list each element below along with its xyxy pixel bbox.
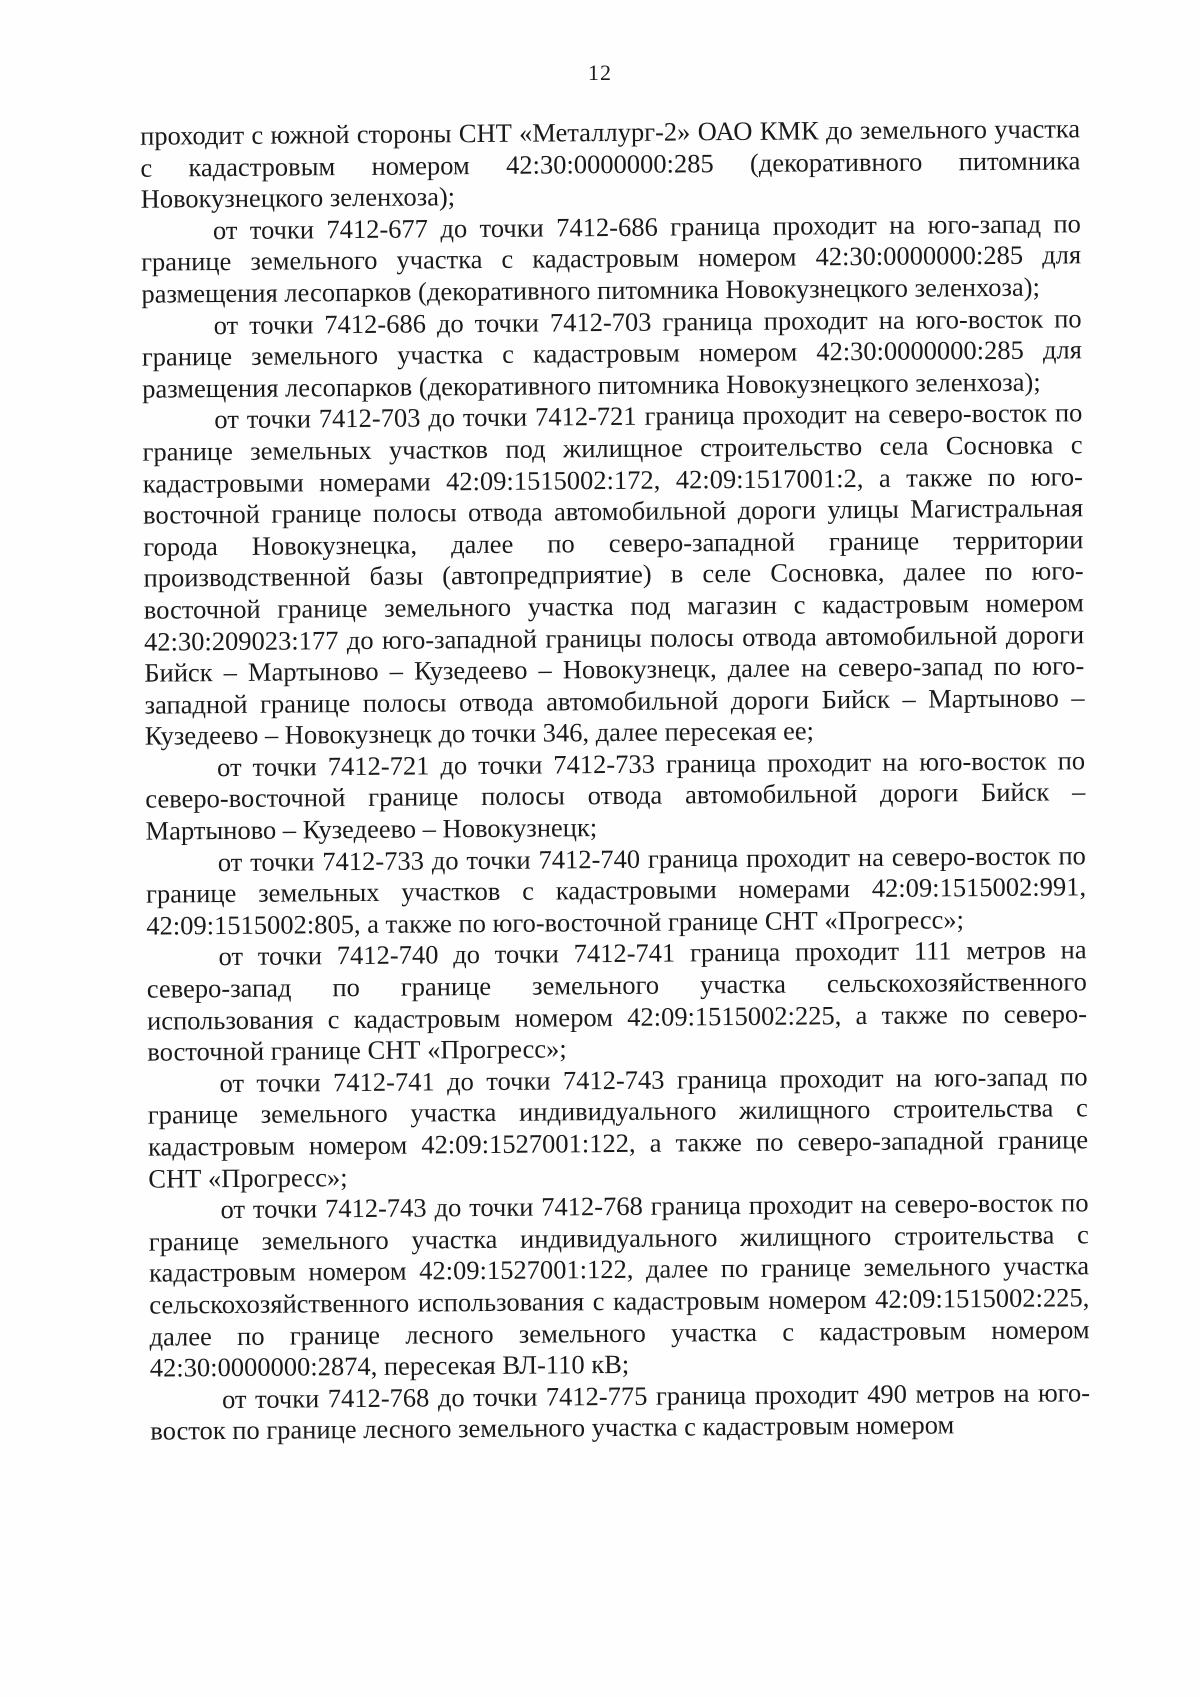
paragraph: от точки 7412-677 до точки 7412-686 граница проходит на юго-запад по границе земельного участка с кадастровым номером 42:30:0000000:285 для размещения лесопарков (декоративного питомника Новокузнецкого зеленхоза); [141, 208, 1082, 309]
paragraph: проходит с южной стороны СНТ «Металлург-2» ОАО КМК до земельного участка с кадастровым номером 42:30:0000000:285 (декоративного питомника Новокузнецкого зеленхоза); [140, 113, 1081, 214]
document-body [140, 113, 1090, 1447]
page-number: 12 [588, 60, 612, 85]
paragraph: от точки 7412-703 до точки 7412-721 граница проходит на северо-восток по границе земельных участков под жилищное строительство села Сосновка с кадастровыми номерами 42:09:1515002:172, 42:09:1517001:2, а также по юго-восточной границе полосы отвода автомобильной дороги улицы Магистральная города Новокузнецка, далее по северо-западной границе территории производственной базы (автопредприятие) в селе Сосновка, далее по юго-восточной границе земельного участка под магазин с кадастровым номером 42:30:209023:177 до юго-западной границы полосы отвода автомобильной дороги Бийск – Мартыново – Кузедеево – Новокузнецк, далее на северо-запад по юго-западной границе полосы отвода автомобильной дороги Бийск – Мартыново – Кузедеево – Новокузнецк до точки 346, далее пересекая ее; [142, 397, 1085, 751]
paragraph: от точки 7412-686 до точки 7412-703 граница проходит на юго-восток по границе земельного участка с кадастровым номером 42:30:0000000:285 для размещения лесопарков (декоративного питомника Новокузнецкого зеленхоза); [141, 302, 1082, 404]
paragraph: от точки 7412-733 до точки 7412-740 граница проходит на северо-восток по границе земельных участков с кадастровыми номерами 42:09:1515002:991, 42:09:1515002:805, а также по юго-восточной границе СНТ «Прогресс»; [145, 839, 1087, 941]
paragraph: от точки 7412-740 до точки 7412-741 граница проходит 111 метров на северо-запад по границе земельного участка сельскохозяйственного использования с кадастровым номером 42:09:1515002:225, а также по северо-восточной границе СНТ «Прогресс»; [146, 934, 1088, 1067]
paragraph: от точки 7412-743 до точки 7412-768 граница проходит на северо-восток по границе земельного участка индивидуального жилищного строительства с кадастровым номером 42:09:1527001:122, далее по границе земельного участка сельскохозяйственного использования с кадастровым номером 42:09:1515002:225, далее по границе лесного земельного участка с кадастровым номером 42:30:0000000:2874, пересекая ВЛ-110 кВ; [148, 1187, 1090, 1383]
paragraph: от точки 7412-741 до точки 7412-743 граница проходит на юго-запад по границе земельного участка индивидуального жилищного строительства с кадастровым номером 42:09:1527001:122, а также по северо-западной границе СНТ «Прогресс»; [147, 1061, 1089, 1194]
paragraph: от точки 7412-721 до точки 7412-733 граница проходит на юго-восток по северо-восточной границе полосы отвода автомобильной дороги Бийск – Мартыново – Кузедеево – Новокузнецк; [145, 745, 1086, 846]
paragraph: от точки 7412-768 до точки 7412-775 граница проходит 490 метров на юго-восток по границе лесного земельного участка с кадастровым номером [150, 1377, 1091, 1446]
